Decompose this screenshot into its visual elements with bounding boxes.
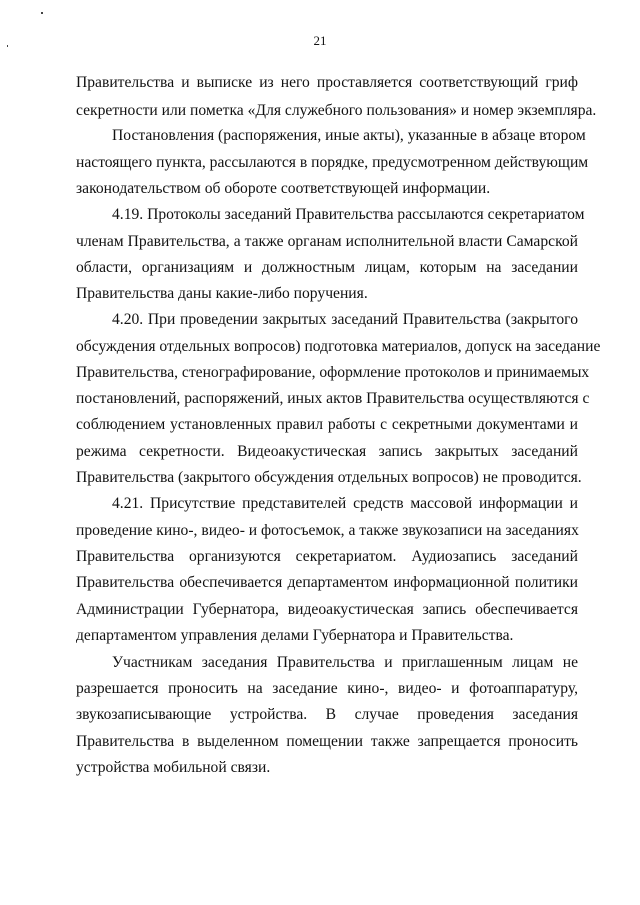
text-line: соблюдением установленных правил работы с секретными документами и xyxy=(76,416,578,433)
text-line: Правительства даны какие-либо поручения. xyxy=(76,285,368,302)
text-line: Правительства в выделенном помещении также запрещается проносить xyxy=(76,733,578,750)
text-line: секретности или пометка «Для служебного пользования» и номер экземпляра. xyxy=(76,102,597,119)
text-line: Правительства и выписке из него проставляется соответствующий гриф xyxy=(76,74,578,91)
text-line: разрешается проносить на заседание кино-, видео- и фотоаппаратуру, xyxy=(76,680,578,697)
text-line: 4.20. При проведении закрытых заседаний Правительства (закрытого xyxy=(112,311,578,328)
text-line: Участникам заседания Правительства и приглашенным лицам не xyxy=(112,654,578,671)
text-line: Правительства обеспечивается департаментом информационной политики xyxy=(76,574,578,591)
text-line: проведение кино-, видео- и фотосъемок, а также звукозаписи на заседаниях xyxy=(76,522,579,539)
text-line: постановлений, распоряжений, иных актов Правительства осуществляются с xyxy=(76,390,590,407)
text-line: звукозаписывающие устройства. В случае проведения заседания xyxy=(76,706,578,723)
text-line: 4.19. Протоколы заседаний Правительства рассылаются секретариатом xyxy=(112,206,585,223)
text-line: законодательством об обороте соответствующей информации. xyxy=(76,180,491,197)
scan-speck xyxy=(41,12,43,14)
text-line: устройства мобильной связи. xyxy=(76,759,271,776)
text-line: настоящего пункта, рассылаются в порядке, предусмотренном действующим xyxy=(76,154,589,171)
text-line: обсуждения отдельных вопросов) подготовка материалов, допуск на заседание xyxy=(76,338,601,355)
text-line: Правительства, стенографирование, оформление протоколов и принимаемых xyxy=(76,364,590,381)
page-number: 21 xyxy=(313,33,327,48)
scan-speck xyxy=(7,45,8,47)
text-line: режима секретности. Видеоакустическая запись закрытых заседаний xyxy=(76,443,578,460)
text-line: области, организациям и должностным лицам, которым на заседании xyxy=(76,259,578,276)
text-line: Правительства организуются секретариатом. Аудиозапись заседаний xyxy=(76,548,578,565)
text-line: департаментом управления делами Губернатора и Правительства. xyxy=(76,627,514,644)
text-line: 4.21. Присутствие представителей средств массовой информации и xyxy=(112,495,578,512)
text-line: Постановления (распоряжения, иные акты), указанные в абзаце втором xyxy=(112,127,586,144)
text-line: Правительства (закрытого обсуждения отдельных вопросов) не проводится. xyxy=(76,469,582,486)
text-line: Администрации Губернатора, видеоакустическая запись обеспечивается xyxy=(76,601,578,618)
text-line: членам Правительства, а также органам исполнительной власти Самарской xyxy=(76,233,578,250)
